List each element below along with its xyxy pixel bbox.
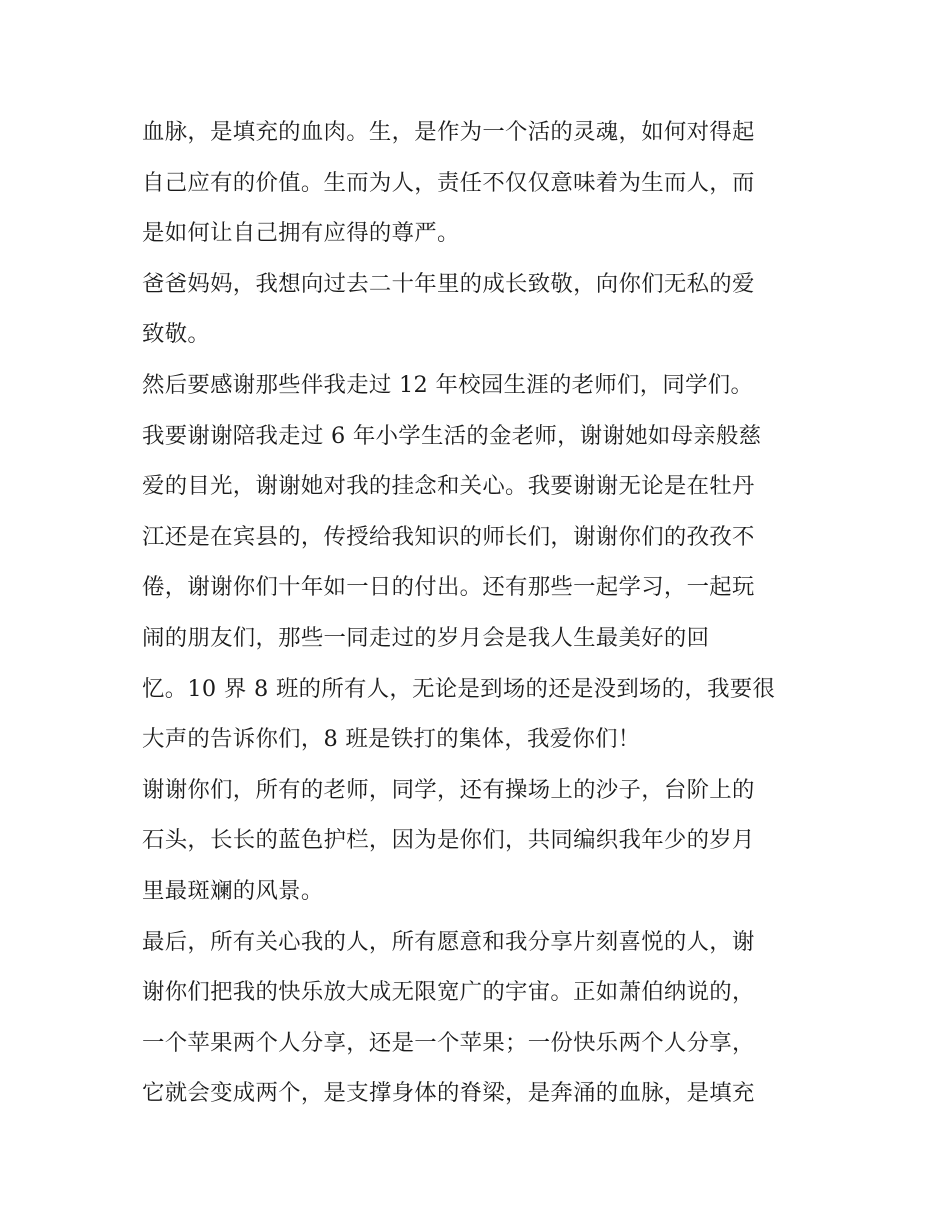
- text-line: 倦，谢谢你们十年如一日的付出。还有那些一起学习，一起玩: [142, 574, 755, 601]
- text-line: 石头，长长的蓝色护栏，因为是你们，共同编织我年少的岁月: [142, 827, 755, 854]
- text-line: 最后，所有关心我的人，所有愿意和我分享片刻喜悦的人，谢: [142, 928, 755, 955]
- text-line: 里最斑斓的风景。: [142, 877, 324, 904]
- text-line: 大声的告诉你们，8 班是铁打的集体，我爱你们！: [142, 726, 641, 753]
- text-line: 谢谢你们，所有的老师，同学，还有操场上的沙子，台阶上的: [142, 776, 755, 803]
- text-line: 忆。10 界 8 班的所有人，无论是到场的还是没到场的，我要很: [142, 675, 776, 702]
- text-line: 闹的朋友们，那些一同走过的岁月会是我人生最美好的回: [142, 624, 710, 651]
- body-text: [142, 107, 814, 1119]
- text-line: 爱的目光，谢谢她对我的挂念和关心。我要谢谢无论是在牡丹: [142, 473, 755, 500]
- text-line: 致敬。: [142, 321, 211, 348]
- text-line: 它就会变成两个，是支撑身体的脊梁，是奔涌的血脉，是填充: [142, 1080, 755, 1107]
- text-line: 血脉，是填充的血肉。生，是作为一个活的灵魂，如何对得起: [142, 119, 755, 145]
- text-line: 是如何让自己拥有应得的尊严。: [142, 220, 460, 247]
- text-line: 然后要感谢那些伴我走过 12 年校园生涯的老师们，同学们。: [142, 371, 754, 398]
- text-line: 一个苹果两个人分享，还是一个苹果；一份快乐两个人分享，: [142, 1029, 755, 1056]
- text-line: 自己应有的价值。生而为人，责任不仅仅意味着为生而人，而: [142, 169, 755, 196]
- text-line: 江还是在宾县的，传授给我知识的师长们，谢谢你们的孜孜不: [142, 523, 755, 550]
- text-line: 爸爸妈妈，我想向过去二十年里的成长致敬，向你们无私的爱: [142, 270, 755, 297]
- text-line: 我要谢谢陪我走过 6 年小学生活的金老师，谢谢她如母亲般慈: [142, 422, 762, 449]
- text-line: 谢你们把我的快乐放大成无限宽广的宇宙。正如萧伯纳说的，: [142, 979, 755, 1006]
